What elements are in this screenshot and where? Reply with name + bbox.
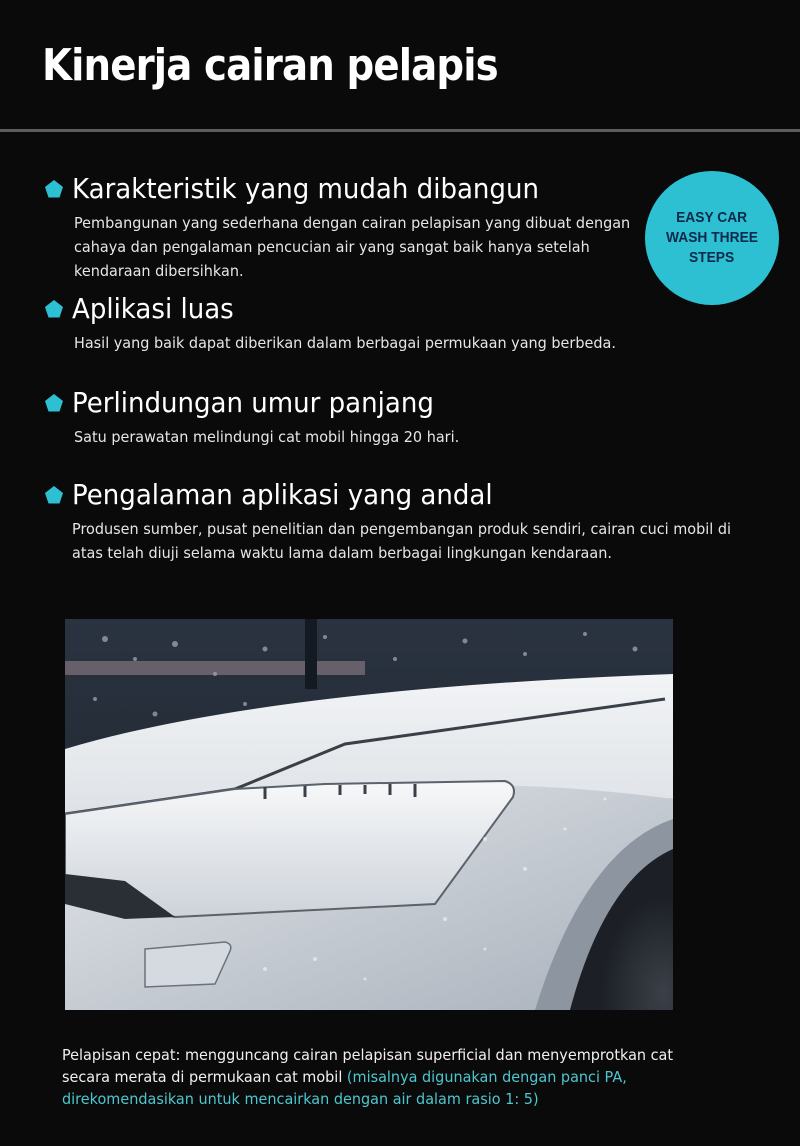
- pentagon-bullet-icon: [44, 299, 64, 319]
- caption-highlight: (misalnya digunakan dengan panci PA, direkomendasikan untuk mencairkan dengan air dalam rasio 1: 5): [62, 1068, 627, 1108]
- feature-wide-application: [44, 292, 764, 355]
- pentagon-bullet-icon: [44, 179, 64, 199]
- feature-description: Produsen sumber, pusat penelitian dan pengembangan produk sendiri, cairan cuci mobil di atas telah diuji selama waktu lama dalam berbagai lingkungan kendaraan.: [72, 520, 732, 562]
- feature-easy-build: [44, 172, 764, 283]
- page-title: Kinerja cairan pelapis: [42, 40, 498, 91]
- feature-description: Pembangunan yang sederhana dengan cairan pelapisan yang dibuat dengan cahaya dan pengalaman pencucian air yang sangat baik hanya setelah kendaraan dibersihkan.: [74, 214, 631, 280]
- feature-title: Karakteristik yang mudah dibangun: [72, 172, 539, 205]
- feature-description: Satu perawatan melindungi cat mobil hingga 20 hari.: [74, 428, 460, 446]
- feature-reliable-experience: [44, 478, 764, 565]
- foam-car-illustration: [65, 619, 673, 1010]
- car-foam-photo: [65, 619, 673, 1010]
- feature-long-protection: [44, 386, 764, 449]
- feature-title: Perlindungan umur panjang: [72, 386, 434, 419]
- badge-line-1: EASY CAR: [676, 209, 748, 226]
- header-divider: [0, 129, 800, 132]
- pentagon-bullet-icon: [44, 485, 64, 505]
- badge-line-3: STEPS: [689, 249, 735, 266]
- usage-caption: [62, 1044, 694, 1110]
- feature-description: Hasil yang baik dapat diberikan dalam berbagai permukaan yang berbeda.: [74, 334, 616, 352]
- caption-main: Pelapisan cepat: mengguncang cairan pelapisan superficial dan menyemprotkan cat secara merata di permukaan cat mobil: [62, 1046, 674, 1086]
- feature-title: Aplikasi luas: [72, 292, 234, 325]
- badge-line-2: WASH THREE: [665, 229, 758, 246]
- feature-title: Pengalaman aplikasi yang andal: [72, 478, 493, 511]
- pentagon-bullet-icon: [44, 393, 64, 413]
